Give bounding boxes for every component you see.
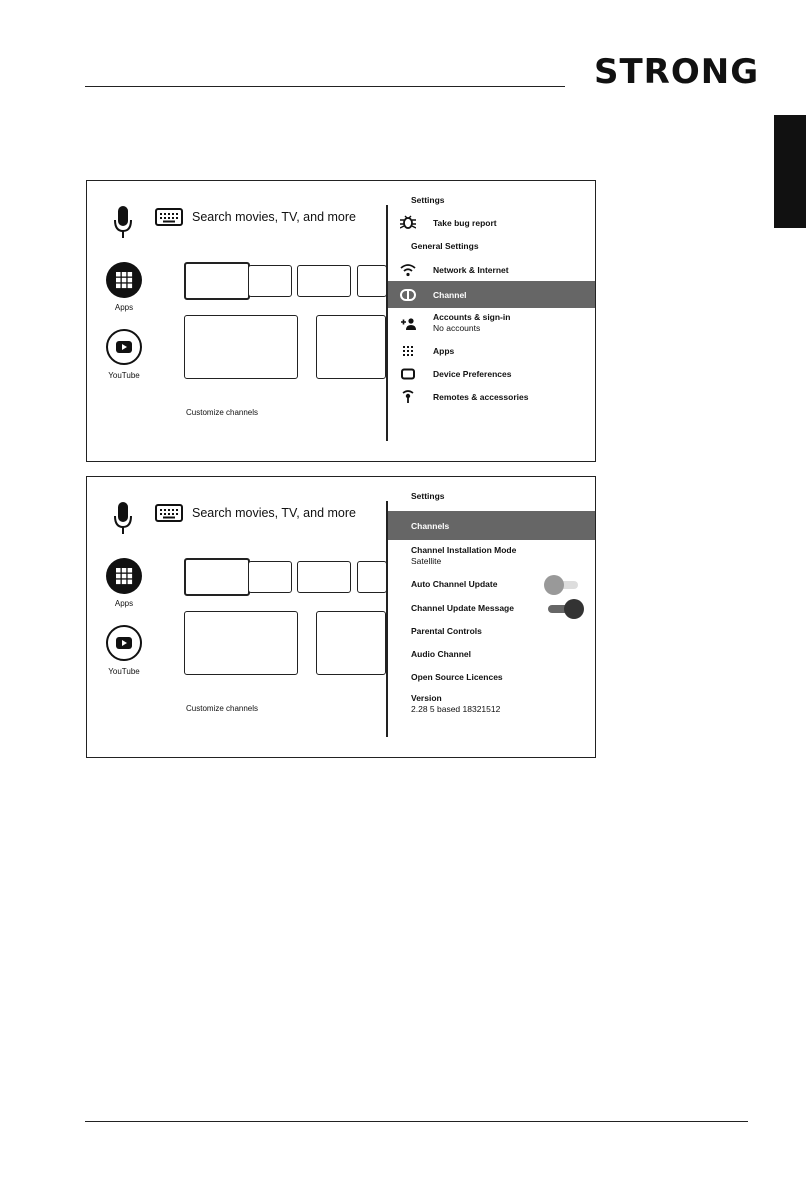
apps-launcher-icon[interactable] [106,262,142,298]
program-tile[interactable] [316,315,386,379]
tv-screen-settings [86,180,596,462]
header-rule [85,86,565,87]
channel-tile[interactable] [248,265,292,297]
channel-installation-mode[interactable]: Channel Installation Mode Satellite [411,545,517,566]
parental-controls[interactable]: Parental Controls [411,626,482,636]
settings-title: Settings [411,195,445,205]
apps-grid-icon [400,344,416,358]
wifi-icon [400,263,416,277]
open-source-licences[interactable]: Open Source Licences [411,672,503,682]
channels-panel [386,477,595,757]
customize-channels-link[interactable]: Customize channels [186,704,259,713]
search-prompt[interactable]: Search movies, TV, and more [192,210,356,224]
keyboard-icon[interactable] [155,504,183,522]
channel-tile[interactable] [297,265,351,297]
settings-item-device-preferences[interactable]: Device Preferences [388,362,595,385]
channel-tile[interactable] [297,561,351,593]
program-tile[interactable] [316,611,386,675]
settings-item-bug-report[interactable]: Take bug report [388,211,595,234]
settings-panel [386,181,595,461]
version-info: Version 2.28 5 based 18321512 [411,693,501,714]
youtube-icon[interactable] [106,625,142,661]
channel-tile[interactable] [357,265,387,297]
audio-channel[interactable]: Audio Channel [411,649,471,659]
account-add-icon [400,317,416,331]
microphone-icon[interactable] [114,206,132,238]
youtube-icon[interactable] [106,329,142,365]
program-tile[interactable] [184,315,298,379]
settings-item-network[interactable]: Network & Internet [388,258,595,281]
language-edge-tab [774,115,806,228]
keyboard-icon[interactable] [155,208,183,226]
microphone-icon[interactable] [114,502,132,534]
settings-section-general: General Settings [411,241,479,251]
customize-channels-link[interactable]: Customize channels [186,408,259,417]
channel-tile-focused[interactable] [184,262,250,300]
channel-update-message[interactable]: Channel Update Message [388,597,595,620]
channel-tile-focused[interactable] [184,558,250,596]
settings-item-apps[interactable]: Apps [388,339,595,362]
tv-screen-channels [86,476,596,758]
settings-item-channel[interactable]: Channel [388,281,595,308]
youtube-label: YouTube [108,371,140,380]
auto-channel-update[interactable]: Auto Channel Update [388,573,595,596]
settings-item-accounts[interactable]: Accounts & sign-in No accounts [388,310,595,337]
settings-title: Settings [411,491,445,501]
apps-label: Apps [114,599,134,608]
bug-icon [400,215,416,229]
channel-tile[interactable] [357,561,387,593]
update-message-toggle[interactable] [548,605,578,613]
channel-icon [400,288,416,302]
youtube-label: YouTube [108,667,140,676]
apps-label: Apps [114,303,134,312]
tv-icon [400,367,416,381]
footer-rule [85,1121,748,1122]
channel-tile[interactable] [248,561,292,593]
search-prompt[interactable]: Search movies, TV, and more [192,506,356,520]
apps-launcher-icon[interactable] [106,558,142,594]
program-tile[interactable] [184,611,298,675]
auto-update-toggle[interactable] [548,581,578,589]
channels-header[interactable]: Channels [388,511,595,540]
brand-logo: STRONG [594,52,760,92]
remote-icon [400,389,416,403]
settings-item-remotes[interactable]: Remotes & accessories [388,385,595,408]
